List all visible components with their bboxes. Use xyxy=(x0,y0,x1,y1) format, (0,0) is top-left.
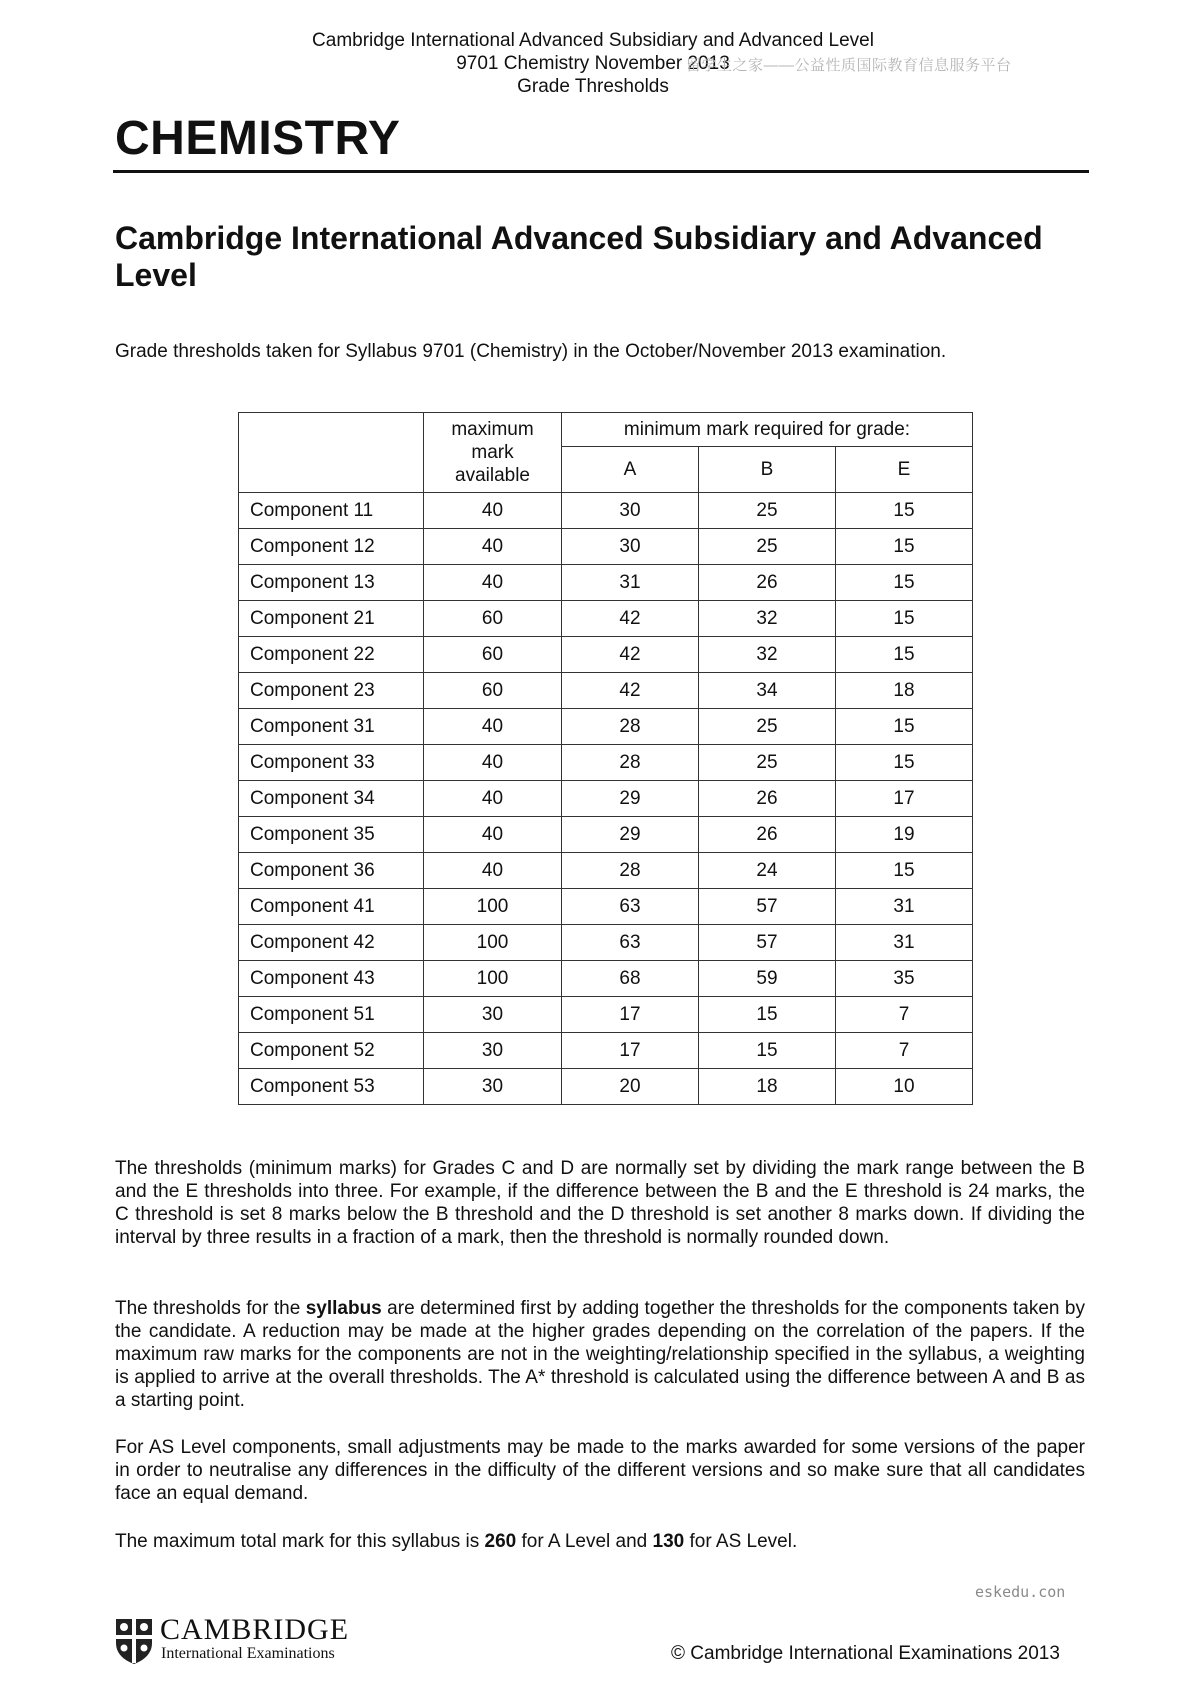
grade-b-cell: 57 xyxy=(699,889,836,925)
max-mark-cell: 40 xyxy=(424,817,562,853)
grade-header-a: A xyxy=(562,447,699,493)
grade-group-header: minimum mark required for grade: xyxy=(562,413,973,447)
a-level-total: 260 xyxy=(484,1531,517,1552)
header-line-2: 9701 Chemistry November 2013 xyxy=(456,53,730,74)
table-row xyxy=(239,673,973,709)
paragraph-as-level: For AS Level components, small adjustments may be made to the marks awarded for some versions of the paper in order to neutralise any differences in the difficulty of the different versions and so make sure that all candidates face an equal demand. xyxy=(115,1437,1085,1504)
syllabus-bold: syllabus xyxy=(305,1298,382,1319)
grade-e-cell: 15 xyxy=(836,745,973,781)
component-name-cell: Component 13 xyxy=(239,565,424,601)
site-watermark: eskedu.con xyxy=(975,1583,1066,1601)
component-name-cell: Component 12 xyxy=(239,529,424,565)
grade-b-cell: 24 xyxy=(699,853,836,889)
grade-b-cell: 25 xyxy=(699,493,836,529)
max-mark-cell: 60 xyxy=(424,673,562,709)
grade-b-cell: 26 xyxy=(699,781,836,817)
table-row xyxy=(239,565,973,601)
grade-header-b: B xyxy=(699,447,836,493)
grade-b-cell: 26 xyxy=(699,565,836,601)
max-mark-cell: 40 xyxy=(424,745,562,781)
table-row xyxy=(239,601,973,637)
grade-a-cell: 17 xyxy=(562,1033,699,1069)
grade-header-e: E xyxy=(836,447,973,493)
component-name-cell: Component 42 xyxy=(239,925,424,961)
grade-a-cell: 28 xyxy=(562,709,699,745)
grade-b-cell: 59 xyxy=(699,961,836,997)
component-name-cell: Component 33 xyxy=(239,745,424,781)
max-mark-cell: 100 xyxy=(424,889,562,925)
grade-e-cell: 10 xyxy=(836,1069,973,1105)
grade-b-cell: 25 xyxy=(699,745,836,781)
grade-b-cell: 57 xyxy=(699,925,836,961)
page-subtitle: Cambridge International Advanced Subsidiary and Advanced Level xyxy=(115,220,1043,293)
grade-a-cell: 30 xyxy=(562,493,699,529)
component-name-cell: Component 31 xyxy=(239,709,424,745)
table-row xyxy=(239,889,973,925)
grade-b-cell: 26 xyxy=(699,817,836,853)
grade-e-cell: 17 xyxy=(836,781,973,817)
max-mark-cell: 40 xyxy=(424,781,562,817)
grade-a-cell: 42 xyxy=(562,601,699,637)
table-row xyxy=(239,529,973,565)
table-row xyxy=(239,997,973,1033)
grade-e-cell: 15 xyxy=(836,709,973,745)
table-row xyxy=(239,709,973,745)
table-row xyxy=(239,637,973,673)
component-name-cell: Component 43 xyxy=(239,961,424,997)
grade-e-cell: 15 xyxy=(836,853,973,889)
grade-a-cell: 42 xyxy=(562,673,699,709)
table-row xyxy=(239,817,973,853)
grade-e-cell: 15 xyxy=(836,637,973,673)
grade-b-cell: 25 xyxy=(699,709,836,745)
max-mark-cell: 40 xyxy=(424,709,562,745)
table-row xyxy=(239,781,973,817)
max-mark-cell: 30 xyxy=(424,1033,562,1069)
component-name-cell: Component 22 xyxy=(239,637,424,673)
grade-thresholds-table xyxy=(238,412,973,1105)
component-name-cell: Component 52 xyxy=(239,1033,424,1069)
grade-e-cell: 7 xyxy=(836,1033,973,1069)
grade-b-cell: 15 xyxy=(699,997,836,1033)
component-name-cell: Component 36 xyxy=(239,853,424,889)
grade-e-cell: 15 xyxy=(836,493,973,529)
grade-b-cell: 32 xyxy=(699,637,836,673)
grade-e-cell: 18 xyxy=(836,673,973,709)
component-name-cell: Component 35 xyxy=(239,817,424,853)
grade-a-cell: 42 xyxy=(562,637,699,673)
max-mark-cell: 30 xyxy=(424,1069,562,1105)
grade-b-cell: 34 xyxy=(699,673,836,709)
component-name-cell: Component 34 xyxy=(239,781,424,817)
paragraph-syllabus-thresholds: The thresholds for the syllabus are determined first by adding together the thresholds for the components taken by the candidate. A reduction may be made at the higher grades depending on the correlation of the papers. If the maximum raw marks for the components are not in the weighting/relationship specified in the syllabus, a weighting is applied to arrive at the overall thresholds. The A* threshold is calculated using the difference between A and B as a starting point. xyxy=(115,1298,1085,1411)
grade-e-cell: 35 xyxy=(836,961,973,997)
page-title: CHEMISTRY xyxy=(115,112,401,165)
grade-a-cell: 31 xyxy=(562,565,699,601)
max-mark-cell: 40 xyxy=(424,493,562,529)
grade-a-cell: 17 xyxy=(562,997,699,1033)
as-level-total: 130 xyxy=(652,1531,685,1552)
grade-a-cell: 68 xyxy=(562,961,699,997)
grade-b-cell: 32 xyxy=(699,601,836,637)
table-row xyxy=(239,1069,973,1105)
table-row xyxy=(239,961,973,997)
grade-a-cell: 30 xyxy=(562,529,699,565)
component-name-cell: Component 23 xyxy=(239,673,424,709)
grade-e-cell: 15 xyxy=(836,601,973,637)
watermark-text: 留学生之家——公益性质国际教育信息服务平台 xyxy=(686,57,1012,74)
header-line-3: Grade Thresholds xyxy=(517,76,669,97)
grade-b-cell: 15 xyxy=(699,1033,836,1069)
max-mark-cell: 30 xyxy=(424,997,562,1033)
max-mark-cell: 100 xyxy=(424,961,562,997)
grade-e-cell: 7 xyxy=(836,997,973,1033)
grade-e-cell: 19 xyxy=(836,817,973,853)
grade-b-cell: 25 xyxy=(699,529,836,565)
paragraph-max-total: The maximum total mark for this syllabus is 260 for A Level and 130 for AS Level. xyxy=(115,1531,798,1552)
table-row xyxy=(239,745,973,781)
copyright-text: © Cambridge International Examinations 2013 xyxy=(671,1643,1060,1664)
max-mark-cell: 40 xyxy=(424,853,562,889)
max-mark-cell: 40 xyxy=(424,529,562,565)
grade-a-cell: 28 xyxy=(562,853,699,889)
logo-subtitle: International Examinations xyxy=(161,1645,335,1662)
table-corner-cell xyxy=(239,413,424,493)
grade-a-cell: 63 xyxy=(562,889,699,925)
component-name-cell: Component 21 xyxy=(239,601,424,637)
grade-a-cell: 29 xyxy=(562,781,699,817)
max-mark-cell: 60 xyxy=(424,637,562,673)
grade-a-cell: 20 xyxy=(562,1069,699,1105)
max-mark-header: maximum mark available xyxy=(424,413,562,493)
grade-e-cell: 15 xyxy=(836,565,973,601)
table-row xyxy=(239,493,973,529)
component-name-cell: Component 41 xyxy=(239,889,424,925)
grade-a-cell: 29 xyxy=(562,817,699,853)
intro-text: Grade thresholds taken for Syllabus 9701 (Chemistry) in the October/November 2013 examination. xyxy=(115,341,947,362)
component-name-cell: Component 51 xyxy=(239,997,424,1033)
table-row xyxy=(239,925,973,961)
max-mark-cell: 60 xyxy=(424,601,562,637)
grade-a-cell: 63 xyxy=(562,925,699,961)
title-divider xyxy=(113,170,1089,173)
max-mark-cell: 40 xyxy=(424,565,562,601)
header-line-1: Cambridge International Advanced Subsidiary and Advanced Level xyxy=(312,30,874,51)
component-name-cell: Component 11 xyxy=(239,493,424,529)
table-row xyxy=(239,853,973,889)
table-row xyxy=(239,1033,973,1069)
grade-b-cell: 18 xyxy=(699,1069,836,1105)
cambridge-shield-icon xyxy=(114,1617,154,1665)
logo-name: CAMBRIDGE xyxy=(160,1613,350,1646)
grade-e-cell: 31 xyxy=(836,889,973,925)
component-name-cell: Component 53 xyxy=(239,1069,424,1105)
grade-e-cell: 31 xyxy=(836,925,973,961)
paragraph-grade-c-d: The thresholds (minimum marks) for Grades C and D are normally set by dividing the mark range between the B and the E thresholds into three. For example, if the difference between the B and the E threshold is 24 marks, the C threshold is set 8 marks below the B threshold and the D threshold is set another 8 marks down. If dividing the interval by three results in a fraction of a mark, then the threshold is normally rounded down. xyxy=(115,1158,1085,1248)
max-mark-cell: 100 xyxy=(424,925,562,961)
grade-e-cell: 15 xyxy=(836,529,973,565)
grade-a-cell: 28 xyxy=(562,745,699,781)
